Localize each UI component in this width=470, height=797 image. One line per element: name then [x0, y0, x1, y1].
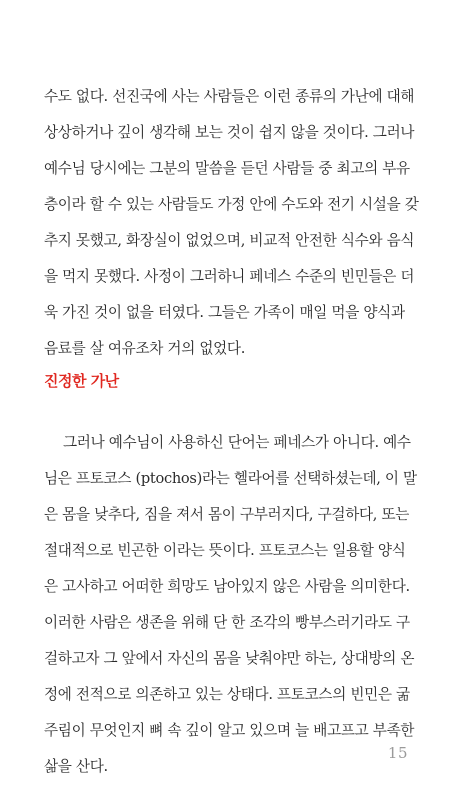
- text-line: 절대적으로 빈곤한 이라는 뜻이다. 프토코스는 일용할 양식: [44, 542, 406, 559]
- text-line: 걸하고자 그 앞에서 자신의 몸을 낮춰야만 하는, 상대방의 온: [44, 650, 415, 667]
- text-line: 음료를 살 여유조차 거의 없었다.: [44, 340, 246, 357]
- page-number: 15: [387, 744, 408, 762]
- text-line: 그러나 예수님이 사용하신 단어는 페네스가 아니다. 예수: [63, 434, 411, 451]
- text-line: 이러한 사람은 생존을 위해 단 한 조각의 빵부스러기라도 구: [44, 614, 410, 631]
- text-line: 층이라 할 수 있는 사람들도 가정 안에 수도와 전기 시설을 갖: [44, 196, 419, 213]
- text-line: 수도 없다. 선진국에 사는 사람들은 이런 종류의 가난에 대해: [44, 88, 415, 105]
- section-heading: 진정한 가난: [44, 372, 119, 390]
- text-line: 님은 프토코스 (ptochos)라는 헬라어를 선택하셨는데, 이 말: [44, 470, 417, 487]
- text-line: 욱 가진 것이 없을 터였다. 그들은 가족이 매일 먹을 양식과: [44, 304, 405, 321]
- text-line: 을 먹지 못했다. 사정이 그러하니 페네스 수준의 빈민들은 더: [44, 268, 415, 285]
- text-line: 은 몸을 낮추다, 짐을 져서 몸이 구부러지다, 구걸하다, 또는: [44, 506, 410, 523]
- body-paragraph: [44, 425, 432, 785]
- text-line: 상상하거나 깊이 생각해 보는 것이 쉽지 않을 것이다. 그러나: [44, 124, 415, 141]
- text-line: 정에 전적으로 의존하고 있는 상태다. 프토코스의 빈민은 굶: [44, 686, 410, 703]
- body-paragraph-continued: [44, 79, 432, 367]
- text-line: 삶을 산다.: [44, 758, 108, 775]
- text-line: 추지 못했고, 화장실이 없었으며, 비교적 안전한 식수와 음식: [44, 232, 415, 249]
- text-line: 예수님 당시에는 그분의 말씀을 듣던 사람들 중 최고의 부유: [44, 160, 410, 177]
- text-line: 은 고사하고 어떠한 희망도 남아있지 않은 사람을 의미한다.: [44, 578, 410, 595]
- text-line: 주림이 무엇인지 뼈 속 깊이 알고 있으며 늘 배고프고 부족한: [44, 722, 415, 739]
